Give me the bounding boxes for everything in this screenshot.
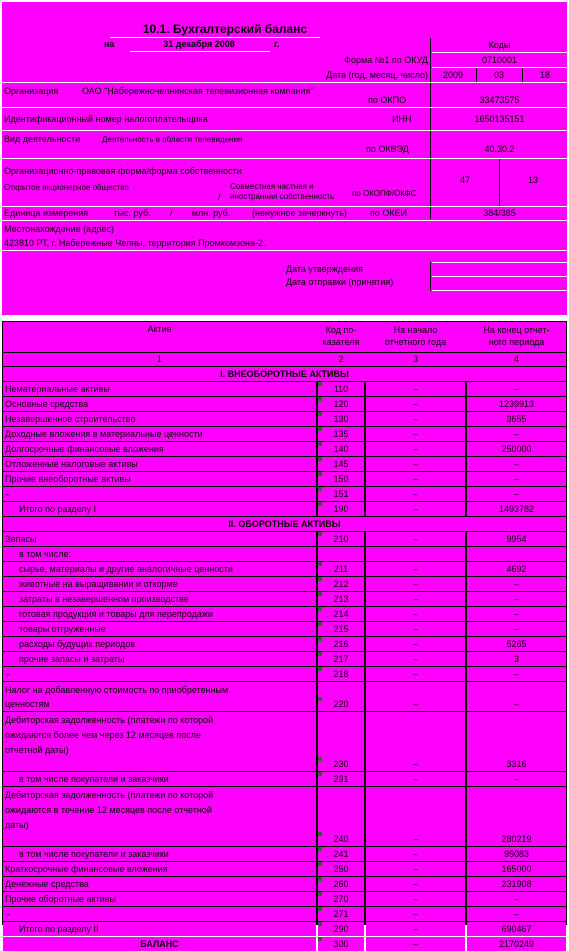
row-label-line: Налог на добавленную стоимость по приобретенным — [5, 685, 229, 695]
row-code: 260 — [318, 877, 364, 891]
row-end-value: 4692 — [467, 562, 566, 576]
table-row — [0, 502, 569, 516]
row-start-value: – — [366, 682, 465, 711]
table-row — [0, 847, 569, 861]
table-row — [0, 532, 569, 546]
row-start-value: – — [366, 397, 465, 411]
date-codes-label: Дата (год, месяц, число) — [326, 70, 428, 80]
cell-marker — [318, 847, 322, 851]
unit-hint: (ненужное зачеркнуть) — [252, 208, 347, 218]
row-code: 241 — [318, 847, 364, 861]
cell-marker — [318, 487, 322, 491]
row-start-value: – — [366, 712, 465, 771]
okei-code: 384/385 — [483, 208, 516, 218]
table-row — [0, 787, 569, 846]
address-label: Местонахождение (адрес) — [4, 224, 114, 234]
row-label: Основные средства — [3, 397, 316, 411]
row-label-line: ожидаются в течение 12 месяцев после отчетной — [5, 805, 212, 815]
cell-marker — [318, 622, 322, 626]
cell-marker — [318, 667, 322, 671]
row-label: – — [3, 487, 316, 501]
row-label: готовая продукция и товары для перепродажи — [3, 607, 316, 621]
row-label: Нематериальные активы — [3, 382, 316, 396]
report-date: 31 декабря 2008 — [163, 39, 235, 49]
cell-marker — [318, 922, 322, 926]
row-label: товары отгруженные — [3, 622, 316, 636]
col-header-start-line1: На начало — [393, 325, 438, 335]
row-code: 215 — [318, 622, 364, 636]
row-label: прочие запасы и затраты — [3, 652, 316, 666]
table-row — [0, 652, 569, 666]
table-row — [0, 547, 569, 561]
legal-form-slash: / — [218, 192, 221, 202]
row-label-line: ценностям — [5, 699, 50, 709]
row-end-value: 165000 — [467, 862, 566, 876]
activity-label: Вид деятельности — [4, 134, 81, 144]
col-header-asset — [3, 324, 316, 335]
okved-label: по ОКВЭД — [366, 144, 409, 154]
row-start-value: – — [366, 772, 465, 786]
cell-marker — [318, 442, 322, 446]
table-row — [0, 667, 569, 681]
cell-marker — [318, 637, 322, 641]
table-row — [0, 442, 569, 456]
row-code: 120 — [318, 397, 364, 411]
address-value: 423810 РТ, г. Набережные Челны, территория Промкомзона-2. — [4, 238, 266, 248]
row-end-value: 2170249 — [467, 937, 566, 951]
row-end-value: – — [467, 907, 566, 921]
table-row — [0, 607, 569, 621]
table-row — [0, 487, 569, 501]
row-code: 300 — [318, 937, 364, 951]
section-title: I. ВНЕОБОРОТНЫЕ АКТИВЫ — [3, 367, 566, 381]
col-header-end — [467, 324, 566, 348]
col-header-start-line2: отчетного года — [384, 337, 447, 347]
row-start-value: – — [366, 442, 465, 456]
col-header-code-line1: Код по- — [325, 325, 357, 335]
total-row — [0, 937, 569, 951]
okud-code: 0710001 — [481, 55, 518, 65]
row-code: 135 — [318, 427, 364, 441]
row-label: Незавершенное строительство — [3, 412, 316, 426]
cell-marker — [318, 877, 322, 881]
row-end-value: – — [467, 682, 566, 711]
table-row — [0, 712, 569, 771]
okved-code: 40.30.2 — [484, 144, 515, 154]
okud-label: Форма №1 по ОКУД — [344, 55, 428, 65]
row-code: 218 — [318, 667, 364, 681]
row-start-value — [366, 547, 465, 561]
row-start-value: – — [366, 667, 465, 681]
row-label: Итого по разделу II — [3, 922, 316, 936]
row-label-line: Дебиторская задолженность (платежи по которой — [5, 790, 214, 800]
row-end-value: – — [467, 427, 566, 441]
cell-marker — [318, 412, 322, 416]
row-label: БАЛАНС — [3, 937, 316, 951]
col-header-asset-text: Актив — [147, 324, 172, 334]
table-row — [0, 892, 569, 906]
row-code: 231 — [318, 772, 364, 786]
legal-form-label: Организационно-правовая форма/форма собственности — [4, 166, 242, 176]
inn-code: 1650135151 — [474, 114, 525, 124]
table-row — [0, 427, 569, 441]
row-end-value: 3316 — [467, 712, 566, 771]
row-end-value: – — [467, 457, 566, 471]
cell-marker — [318, 937, 322, 941]
row-start-value: – — [366, 607, 465, 621]
row-start-value: – — [366, 427, 465, 441]
row-end-value: 5265 — [467, 637, 566, 651]
cell-marker — [318, 862, 322, 866]
date-underline — [130, 51, 270, 52]
inn-label: Идентификационный номер налогоплательщика — [4, 114, 208, 124]
row-label: в том числе: — [3, 547, 316, 561]
col-header-end-line2: ного периода — [488, 337, 545, 347]
row-start-value: – — [366, 577, 465, 591]
col-number-4: 4 — [513, 354, 519, 364]
date-on-label: на — [104, 39, 115, 49]
section-row — [0, 517, 569, 531]
cell-marker — [318, 592, 322, 596]
row-start-value: – — [366, 637, 465, 651]
row-code: 217 — [318, 652, 364, 666]
row-code: 211 — [318, 562, 364, 576]
row-code: 214 — [318, 607, 364, 621]
cell-marker — [318, 652, 322, 656]
cell-marker — [318, 532, 322, 536]
row-label: Прочие внеоборотные активы — [3, 472, 316, 486]
send-date-label: Дата отправки (принятия) — [286, 277, 394, 287]
row-code: 140 — [318, 442, 364, 456]
col-header-start — [366, 324, 465, 348]
row-code: 230 — [318, 712, 364, 771]
row-label-line: даты) — [5, 820, 29, 830]
row-label: Долгосрочные финансовые вложения — [3, 442, 316, 456]
okfs-code: 13 — [527, 175, 538, 185]
row-label-line: ожидаются более чем через 12 месяцев после — [5, 730, 201, 740]
row-start-value: – — [366, 847, 465, 861]
row-end-value: 95083 — [467, 847, 566, 861]
row-code: 250 — [318, 862, 364, 876]
row-code: 270 — [318, 892, 364, 906]
unit-value-thousands: тыс. руб. — [113, 208, 151, 218]
cell-marker — [318, 772, 322, 776]
row-end-value: 250000 — [467, 442, 566, 456]
cell-marker — [318, 382, 322, 386]
cell-marker — [318, 502, 322, 506]
table-row — [0, 637, 569, 651]
row-end-value: – — [467, 592, 566, 606]
row-end-value: – — [467, 622, 566, 636]
row-code: 190 — [318, 502, 364, 516]
row-code: 145 — [318, 457, 364, 471]
row-code: 150 — [318, 472, 364, 486]
cell-marker — [318, 697, 322, 701]
row-label: Отложенные налоговые активы — [3, 457, 316, 471]
table-row — [0, 682, 569, 711]
table-row — [0, 862, 569, 876]
row-end-value: – — [467, 487, 566, 501]
row-end-value: 1239913 — [467, 397, 566, 411]
table-row — [0, 412, 569, 426]
row-label: животные на выращивании и откорме — [3, 577, 316, 591]
title-underline — [110, 37, 320, 38]
row-end-value: – — [467, 607, 566, 621]
form-title: 10.1. Бухгалтерский баланс — [142, 22, 308, 36]
row-label-line: отчетной даты) — [5, 745, 69, 755]
row-label: сырье, материалы и другие аналогичные ценности — [3, 562, 316, 576]
codes-label: Коды — [488, 40, 511, 50]
table-row — [0, 907, 569, 921]
cell-marker — [318, 562, 322, 566]
row-start-value: – — [366, 382, 465, 396]
row-end-value: 3 — [467, 652, 566, 666]
table-row — [0, 457, 569, 471]
row-start-value: – — [366, 532, 465, 546]
row-label: – — [3, 667, 316, 681]
row-code: 216 — [318, 637, 364, 651]
row-label: – — [3, 907, 316, 921]
unit-slash: / — [170, 208, 173, 218]
okpo-label: по ОКПО — [368, 95, 407, 105]
row-start-value: – — [366, 652, 465, 666]
row-code: 220 — [318, 682, 364, 711]
row-start-value: – — [366, 907, 465, 921]
row-label: Запасы — [3, 532, 316, 546]
row-code: 210 — [318, 532, 364, 546]
row-end-value: – — [467, 667, 566, 681]
row-end-value — [467, 547, 566, 561]
table-row — [0, 577, 569, 591]
row-end-value: – — [467, 382, 566, 396]
row-start-value: – — [366, 922, 465, 936]
section-row — [0, 367, 569, 381]
row-code — [318, 547, 364, 561]
date-year-suffix: г. — [274, 39, 280, 49]
row-start-value: – — [366, 412, 465, 426]
unit-label: Единица измерения — [4, 208, 89, 218]
okei-label: по ОКЕИ — [370, 208, 408, 218]
row-label: Итого по разделу I — [3, 502, 316, 516]
table-row — [0, 562, 569, 576]
row-code: 271 — [318, 907, 364, 921]
table-row — [0, 922, 569, 936]
okopf-code: 47 — [459, 175, 470, 185]
date-code-day: 18 — [539, 70, 550, 80]
row-label: Доходные вложения в материальные ценности — [3, 427, 316, 441]
row-code: 110 — [318, 382, 364, 396]
table-row — [0, 382, 569, 396]
row-start-value: – — [366, 787, 465, 846]
date-code-month: 03 — [493, 70, 504, 80]
table-row — [0, 472, 569, 486]
row-start-value: – — [366, 862, 465, 876]
row-start-value: – — [366, 457, 465, 471]
cell-marker — [318, 472, 322, 476]
cell-marker — [318, 607, 322, 611]
row-code: 213 — [318, 592, 364, 606]
row-start-value: – — [366, 472, 465, 486]
cell-marker — [318, 757, 322, 761]
col-header-code — [318, 324, 364, 348]
row-code: 151 — [318, 487, 364, 501]
section-title: II. ОБОРОТНЫЕ АКТИВЫ — [3, 517, 566, 531]
row-start-value: – — [366, 487, 465, 501]
row-start-value: – — [366, 622, 465, 636]
row-label: Краткосрочные финансовые вложения — [3, 862, 316, 876]
row-label — [3, 682, 316, 711]
row-code: 290 — [318, 922, 364, 936]
row-label: Денежные средства — [3, 877, 316, 891]
row-start-value: – — [366, 892, 465, 906]
org-name: ОАО "Набережночелнинская телевизионная компания" — [82, 86, 314, 96]
legal-form-value: Открытое акционерное общество — [4, 183, 129, 192]
activity-value: Деятельность в области телевидения — [102, 135, 243, 144]
row-end-value: 231908 — [467, 877, 566, 891]
row-label: в том числе покупатели и заказчики — [3, 847, 316, 861]
row-label — [3, 787, 316, 846]
col-number-1: 1 — [156, 354, 162, 364]
row-label: в том числе покупатели и заказчики — [3, 772, 316, 786]
date-code-year: 2009 — [442, 70, 464, 80]
okpo-code: 33473575 — [479, 95, 520, 105]
col-header-end-line1: На конец отчет- — [483, 325, 550, 335]
row-label: расходы будущих периодов — [3, 637, 316, 651]
unit-value-millions: млн. руб. — [191, 208, 231, 218]
table-row — [0, 397, 569, 411]
ownership-value: Совместная частная и иностранная собственность — [230, 182, 335, 201]
okopf-label: по ОКОПФ/ОКФС — [352, 189, 417, 198]
row-start-value: – — [366, 562, 465, 576]
row-start-value: – — [366, 502, 465, 516]
row-end-value: 9954 — [467, 532, 566, 546]
row-end-value: 1493782 — [467, 502, 566, 516]
cell-marker — [318, 397, 322, 401]
cell-marker — [318, 577, 322, 581]
row-end-value: – — [467, 892, 566, 906]
row-label: Прочие оборотные активы — [3, 892, 316, 906]
row-end-value: 690467 — [467, 922, 566, 936]
row-end-value: 280219 — [467, 787, 566, 846]
org-label: Организация — [4, 86, 59, 96]
row-code: 240 — [318, 787, 364, 846]
row-start-value: – — [366, 937, 465, 951]
table-row — [0, 622, 569, 636]
cell-marker — [318, 907, 322, 911]
codes-column-border — [430, 38, 431, 219]
row-start-value: – — [366, 877, 465, 891]
row-code: 130 — [318, 412, 364, 426]
col-number-3: 3 — [412, 354, 418, 364]
row-end-value: – — [467, 472, 566, 486]
row-start-value: – — [366, 592, 465, 606]
table-row — [0, 772, 569, 786]
row-code: 212 — [318, 577, 364, 591]
approve-date-label: Дата утверждения — [286, 264, 363, 274]
inn-short-label: ИНН — [392, 114, 412, 124]
cell-marker — [318, 457, 322, 461]
row-label — [3, 712, 316, 771]
cell-marker — [318, 832, 322, 836]
row-end-value: – — [467, 772, 566, 786]
row-label: затраты в незавершенном производстве — [3, 592, 316, 606]
row-label-line: Дебиторская задолженность (платежи по которой — [5, 715, 214, 725]
col-number-2: 2 — [338, 354, 344, 364]
cell-marker — [318, 427, 322, 431]
col-header-code-line2: казателя — [322, 337, 360, 347]
cell-marker — [318, 892, 322, 896]
row-end-value: – — [467, 577, 566, 591]
row-end-value: 3655 — [467, 412, 566, 426]
table-row — [0, 592, 569, 606]
table-row — [0, 877, 569, 891]
